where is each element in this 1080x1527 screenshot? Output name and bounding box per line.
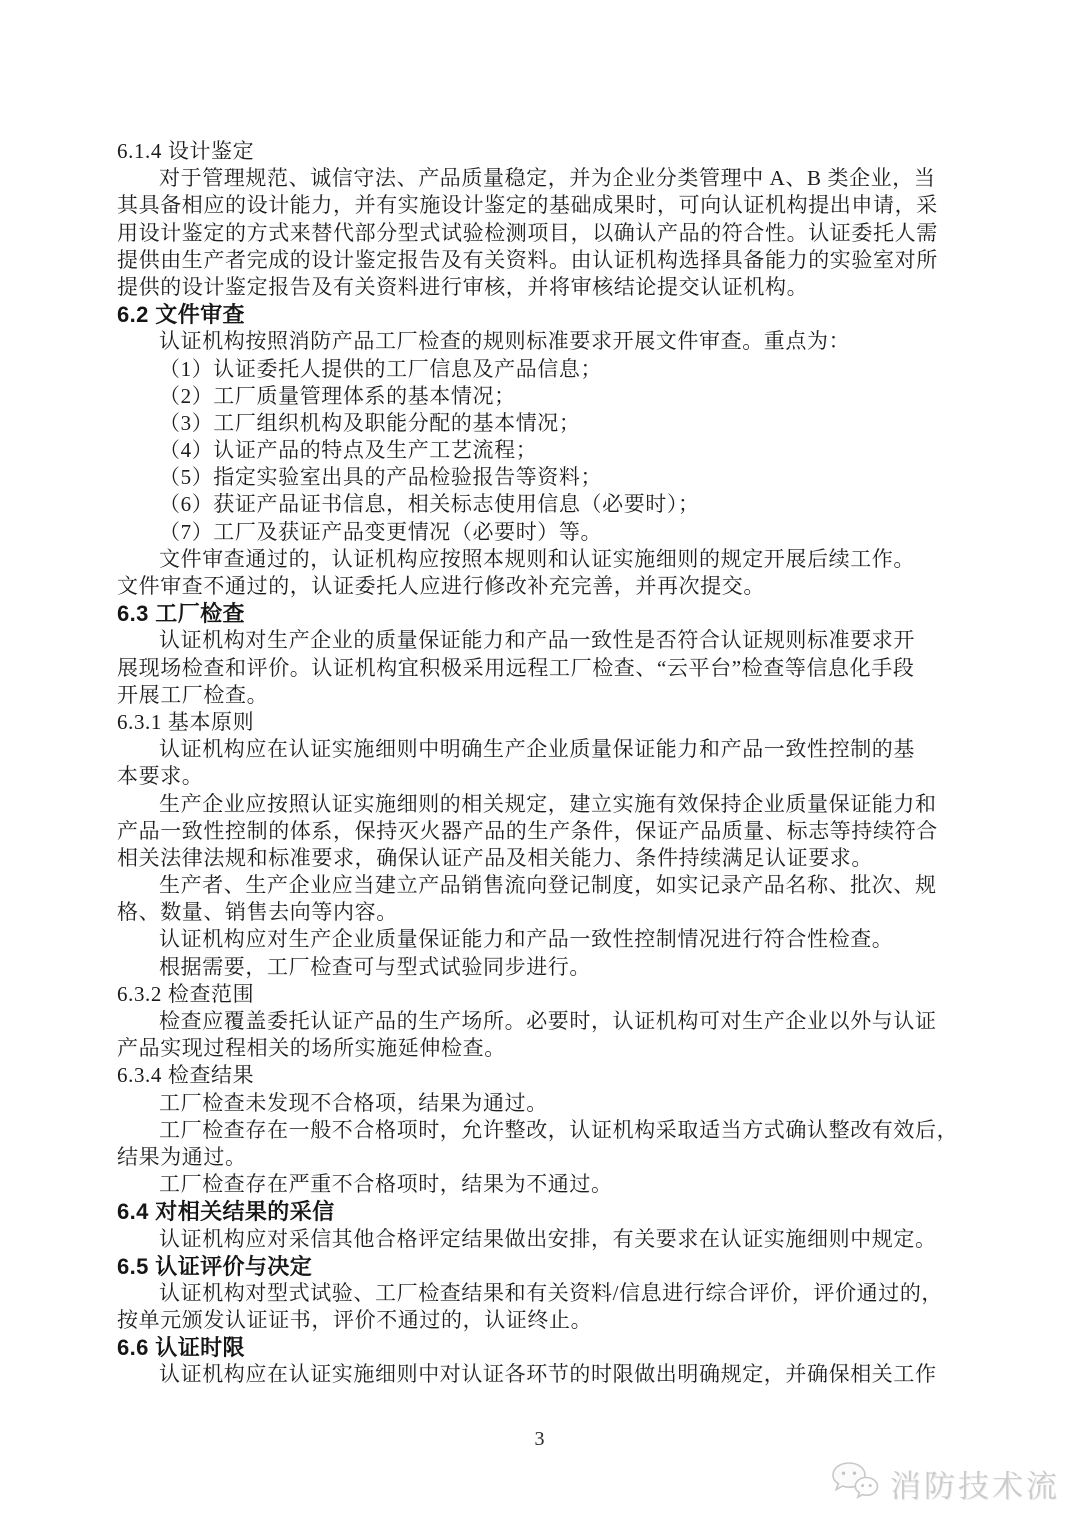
text-line: 用设计鉴定的方式来替代部分型式试验检测项目，以确认产品的符合性。认证委托人需 [117,220,938,245]
text-line: （1）认证委托人提供的工厂信息及产品信息； [159,356,603,381]
text-line: 开展工厂检查。 [117,682,269,707]
section-heading: 6.3.2 检查范围 [117,981,255,1006]
text-line: 认证机构对生产企业的质量保证能力和产品一致性是否符合认证规则标准要求开 [159,628,915,653]
section-heading: 6.1.4 设计鉴定 [117,139,255,163]
text-line: 认证机构按照消防产品工厂检查的规则标准要求开展文件审查。重点为： [159,329,851,354]
section-heading: 6.2 文件审查 [117,302,245,328]
text-line: 认证机构应在认证实施细则中明确生产企业质量保证能力和产品一致性控制的基 [159,737,915,762]
text-line: （3）工厂组织机构及职能分配的基本情况； [159,410,581,435]
text-line: 生产企业应按照认证实施细则的相关规定，建立实施有效保持企业质量保证能力和 [159,791,937,816]
page-number: 3 [534,1428,545,1450]
text-line: 认证机构应对采信其他合格评定结果做出安排，有关要求在认证实施细则中规定。 [159,1226,937,1251]
text-line: （5）指定实验室出具的产品检验报告等资料； [159,465,603,490]
text-line: 提供的设计鉴定报告及有关资料进行审核，并将审核结论提交认证机构。 [117,274,809,299]
text-line: 提供由生产者完成的设计鉴定报告及有关资料。由认证机构选择具备能力的实验室对所 [117,247,938,272]
section-heading: 6.3.4 检查结果 [117,1063,255,1088]
section-heading: 6.3 工厂检查 [117,601,245,627]
text-line: 产品实现过程相关的场所实施延伸检查。 [117,1036,506,1061]
section-heading: 6.5 认证评价与决定 [117,1253,313,1279]
watermark-text: 消防技术流 [890,1468,1060,1504]
text-line: （6）获证产品证书信息，相关标志使用信息（必要时）； [159,492,700,517]
text-line: （2）工厂质量管理体系的基本情况； [159,383,516,408]
text-line: 展现场检查和评价。认证机构宜积极采用远程工厂检查、“云平台”检查等信息化手段 [117,655,915,680]
text-line: 工厂检查存在严重不合格项时，结果为不通过。 [159,1172,613,1197]
section-heading: 6.3.1 基本原则 [117,709,255,734]
section-heading: 6.6 认证时限 [117,1335,245,1361]
section-heading: 6.4 对相关结果的采信 [117,1199,335,1225]
text-line: 格、数量、销售去向等内容。 [117,900,398,925]
text-line: 文件审查不通过的，认证委托人应进行修改补充完善，并再次提交。 [117,574,765,598]
text-line: （4）认证产品的特点及生产工艺流程； [159,438,538,463]
text-line: 认证机构应对生产企业质量保证能力和产品一致性控制情况进行符合性检查。 [159,927,894,952]
text-line: 认证机构对型式试验、工厂检查结果和有关资料/信息进行综合评价，评价通过的， [159,1280,944,1305]
text-line: 其具备相应的设计能力，并有实施设计鉴定的基础成果时，可向认证机构提出申请，采 [117,193,938,218]
text-line: 对于管理规范、诚信守法、产品质量稳定，并为企业分类管理中 A、B 类企业，当 [159,166,936,191]
text-line: 生产者、生产企业应当建立产品销售流向登记制度，如实记录产品名称、批次、规 [159,873,937,898]
text-line: 根据需要，工厂检查可与型式试验同步进行。 [159,954,591,979]
text-line: （7）工厂及获证产品变更情况（必要时）等。 [159,519,603,544]
text-line: 结果为通过。 [117,1144,247,1169]
text-line: 认证机构应在认证实施细则中对认证各环节的时限做出明确规定，并确保相关工作 [159,1362,937,1387]
wechat-icon [829,1460,881,1506]
text-line: 产品一致性控制的体系，保持灭火器产品的生产条件，保证产品质量、标志等持续符合 [117,818,938,843]
text-line: 工厂检查未发现不合格项，结果为通过。 [159,1090,548,1115]
text-line: 工厂检查存在一般不合格项时，允许整改，认证机构采取适当方式确认整改有效后， [159,1117,959,1142]
document-body [117,138,962,1389]
text-line: 按单元颁发认证证书，评价不通过的，认证终止。 [117,1308,593,1333]
text-line: 检查应覆盖委托认证产品的生产场所。必要时，认证机构可对生产企业以外与认证 [159,1009,937,1033]
text-line: 本要求。 [117,764,204,789]
watermark [829,1460,1060,1506]
text-line: 文件审查通过的，认证机构应按照本规则和认证实施细则的规定开展后续工作。 [159,546,915,571]
text-line: 相关法律法规和标准要求，确保认证产品及相关能力、条件持续满足认证要求。 [117,845,873,870]
